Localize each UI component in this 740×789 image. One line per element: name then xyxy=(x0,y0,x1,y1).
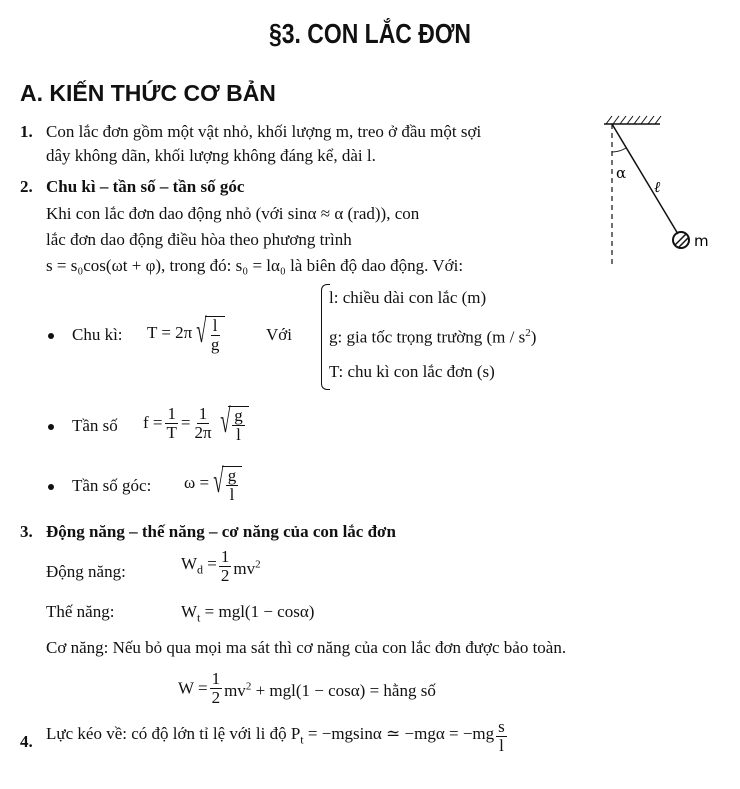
freq-frac2-num: 1 xyxy=(198,403,208,423)
pe-rhs: = mgl(1 − cosα) xyxy=(204,602,315,621)
period-label: Chu kì: xyxy=(72,325,123,344)
item2-line1: Khi con lắc đơn dao động nhỏ (với sinα ≈ α (rad)), con xyxy=(46,204,420,223)
sqrt-numerator: l xyxy=(212,316,218,335)
freq-frac1-den: T xyxy=(166,422,177,442)
item1-line2: dây không dãn, khối lượng không đáng kể, dài l. xyxy=(46,146,376,165)
angfreq-lhs: ω = xyxy=(184,473,210,492)
freq-sqrt-num: g xyxy=(234,406,243,425)
freq-frac2-den: 2π xyxy=(194,422,212,442)
def-gravity-close: ) xyxy=(530,327,537,347)
mech-energy-formula xyxy=(178,670,436,707)
pe-formula xyxy=(181,602,314,627)
sqrt-symbol: √ $\frac{g}{l}$ xyxy=(216,402,249,444)
freq-lhs: f = xyxy=(143,413,163,432)
section-heading: A. KIẾN THỨC CƠ BẢN xyxy=(20,80,276,106)
angfreq-num: g xyxy=(227,466,237,485)
me-mv: mv xyxy=(224,680,246,700)
me-num: 1 xyxy=(211,669,221,688)
ke-num: 1 xyxy=(220,547,230,566)
item2-heading: Chu kì – tần số – tần số góc xyxy=(46,177,245,196)
ceiling-hatch xyxy=(606,116,661,124)
bullet xyxy=(48,424,54,430)
sqrt-symbol: √ $\frac{l}{g}$ xyxy=(192,312,225,354)
pe-label: Thế năng: xyxy=(46,602,115,621)
mass-label: m xyxy=(694,232,709,250)
item-number: 1. xyxy=(20,122,33,141)
angfreq-label: Tần số góc: xyxy=(72,476,152,495)
bob-hatch xyxy=(675,234,686,245)
item-number: 3. xyxy=(20,522,33,541)
item-number: 4. xyxy=(20,732,33,751)
sqrt-symbol: √ $\frac{g}{l}$ xyxy=(209,462,242,504)
item4-num: s xyxy=(498,717,505,736)
me-lhs: W = xyxy=(178,678,208,698)
item-number: 2. xyxy=(20,177,33,196)
me-den: 2 xyxy=(211,688,221,707)
ke-eq: = xyxy=(207,553,217,573)
ke-rhs: mv xyxy=(233,558,256,578)
period-lhs: T = 2π xyxy=(147,323,193,342)
length-label: ℓ xyxy=(654,178,661,196)
pe-lhs: W xyxy=(181,602,198,621)
item4-formula xyxy=(46,718,509,755)
angle-arc xyxy=(612,148,626,152)
ke-exp: 2 xyxy=(255,558,261,571)
def-gravity-text: g: gia tốc trọng trường (m / s xyxy=(329,327,526,347)
freq-frac1-num: 1 xyxy=(167,403,176,423)
ke-label: Động năng: xyxy=(46,562,126,581)
alpha-label: α xyxy=(616,164,627,182)
freq-label: Tần số xyxy=(72,416,118,435)
pendulum-figure xyxy=(596,112,726,272)
bullet xyxy=(48,484,54,490)
angfreq-formula xyxy=(184,462,242,504)
item3-heading: Động năng – thế năng – cơ năng của con lắc đơn xyxy=(46,522,396,541)
item4-rhs: = −mgsinα ≃ −mgα = −mg xyxy=(307,723,495,743)
item4-den: l xyxy=(499,736,504,755)
item4-sub: t xyxy=(300,732,304,747)
item2-line2: lắc đơn dao động điều hòa theo phương trình xyxy=(46,230,352,249)
def-length: l: chiều dài con lắc (m) xyxy=(329,288,487,307)
mech-energy-text: Cơ năng: Nếu bỏ qua mọi ma sát thì cơ năng của con lắc đơn được bảo toàn. xyxy=(46,638,567,657)
bullet xyxy=(48,333,54,339)
ke-formula xyxy=(181,548,261,585)
def-period: T: chu kì con lắc đơn (s) xyxy=(329,362,495,381)
freq-eq: = xyxy=(180,413,191,432)
with-label: Với xyxy=(266,325,292,344)
pe-sub: t xyxy=(197,610,201,625)
sqrt-denominator: g xyxy=(210,335,220,354)
period-formula xyxy=(147,312,225,354)
me-rhs: + mgl(1 − cosα) = hằng số xyxy=(255,680,436,700)
item4-text: Lực kéo về: có độ lớn tỉ lệ với li độ P xyxy=(46,723,301,743)
item2-line3: s = s₀cos(ωt + φ), trong đó: s₀ = lα₀ là biên độ dao động. Với: xyxy=(46,256,464,275)
ke-lhs: W xyxy=(181,553,198,573)
me-exp: 2 xyxy=(245,680,252,693)
angfreq-den: l xyxy=(229,485,235,504)
ke-sub: d xyxy=(197,562,204,577)
def-gravity xyxy=(329,323,536,348)
freq-sqrt-den: l xyxy=(236,425,241,444)
ke-den: 2 xyxy=(220,566,230,585)
page-title: §3. CON LẮC ĐƠN xyxy=(268,18,472,49)
item1-line1: Con lắc đơn gồm một vật nhỏ, khối lượng m, treo ở đầu một sợi xyxy=(46,122,482,141)
def-gravity-exp: 2 xyxy=(525,327,531,339)
freq-formula xyxy=(143,402,249,444)
